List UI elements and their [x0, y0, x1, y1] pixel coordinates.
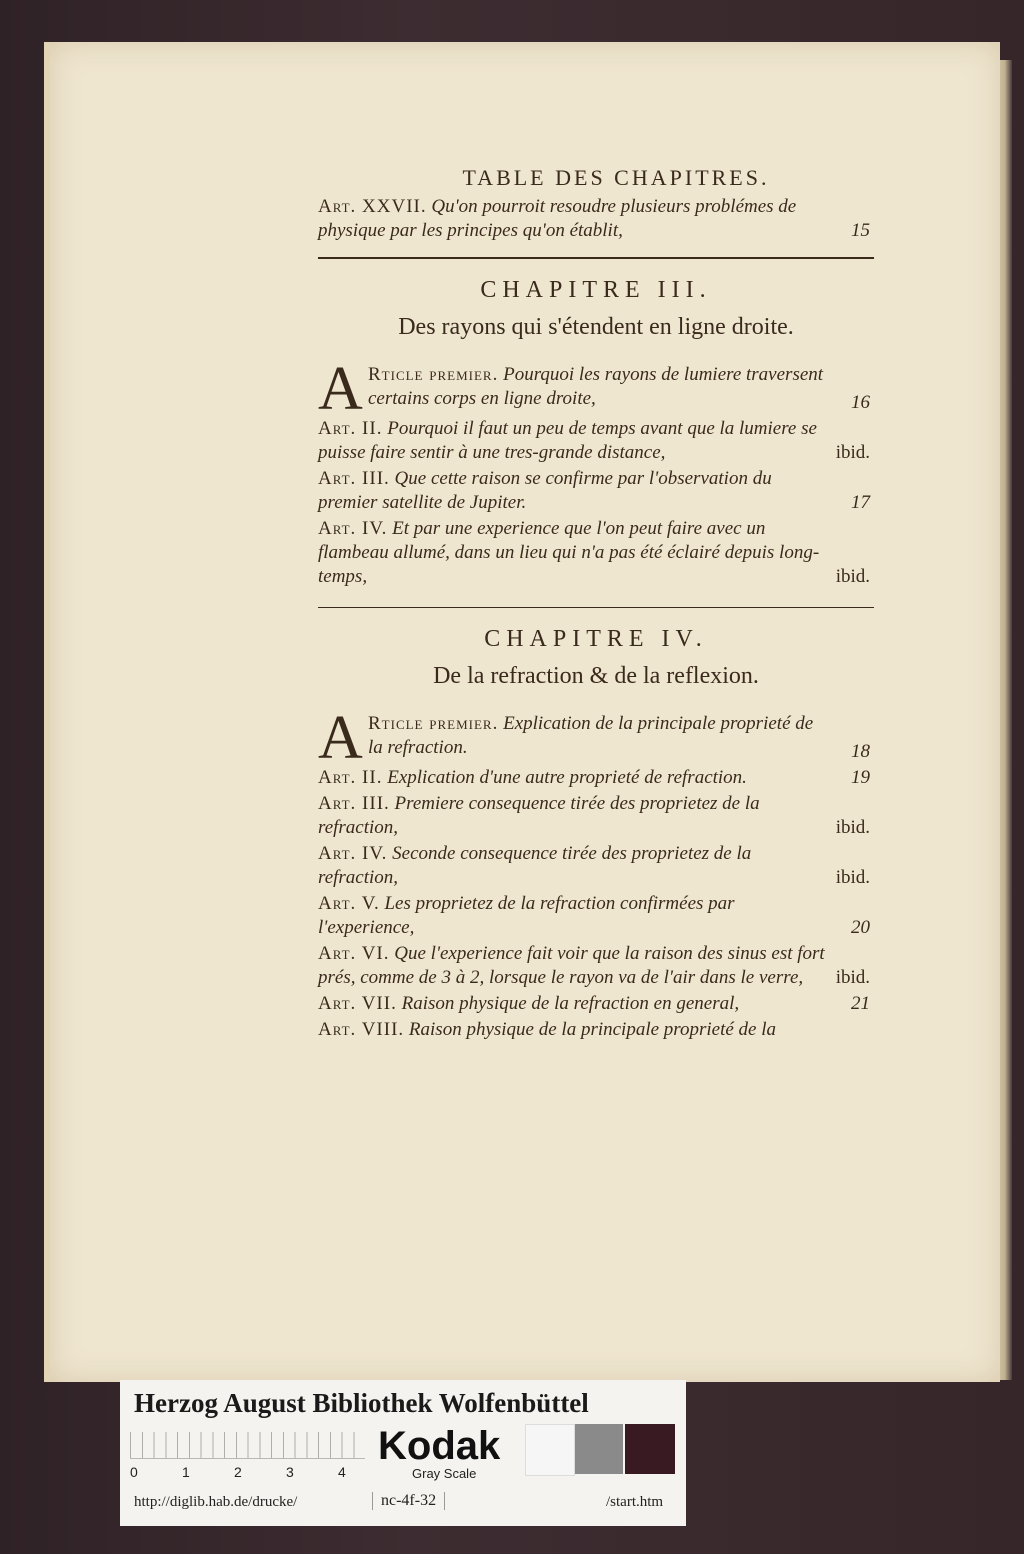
article-number: Art. II. — [318, 418, 383, 439]
running-title: TABLE DES CHAPITRES. — [462, 165, 770, 190]
article-text: Seconde consequence tirée des proprietez de la refraction, — [318, 843, 752, 888]
toc-entry-first — [318, 355, 874, 423]
article-text: Raison physique de la refraction en general, — [401, 993, 740, 1014]
article-number: Art. V. — [318, 893, 380, 914]
chapter-title: CHAPITRE III. — [480, 277, 712, 303]
chapter-subtitle: Des rayons qui s'étendent en ligne droite. — [398, 314, 794, 340]
toc-entry — [318, 195, 874, 243]
drop-cap: A — [318, 704, 363, 772]
page-ref: ibid. — [835, 967, 870, 988]
kodak-logo: Kodak — [378, 1424, 501, 1468]
article-number: Rticle premier. — [368, 364, 499, 385]
article-text: Et par une experience que l'on peut faire avec un flambeau allumé, dans un lieu qui n'a pas été éclairé depuis long-temps, — [318, 518, 820, 587]
article-number: Rticle premier. — [368, 713, 499, 734]
toc-entry — [318, 417, 874, 465]
article-number: Art. VI. — [318, 943, 390, 964]
article-text: Explication d'une autre proprieté de refraction. — [387, 767, 747, 788]
toc-entry — [318, 517, 874, 589]
section-rule — [318, 607, 874, 608]
call-number: nc-4f-32 — [372, 1492, 445, 1510]
article-text: Pourquoi les rayons de lumiere traversent certains corps en ligne droite, — [368, 364, 824, 409]
toc-entry — [318, 842, 874, 890]
page-ref: 16 — [851, 392, 870, 413]
article-number: Art. II. — [318, 767, 383, 788]
article-text: Premiere consequence tirée des proprietez de la refraction, — [318, 793, 760, 838]
page-content — [318, 165, 874, 1044]
toc-entry — [318, 792, 874, 840]
ruler-number: 3 — [286, 1464, 294, 1480]
url-prefix: http://diglib.hab.de/drucke/ — [134, 1494, 298, 1510]
toc-entry — [318, 942, 874, 990]
drop-cap: A — [318, 355, 363, 423]
article-text: Pourquoi il faut un peu de temps avant que la lumiere se puisse faire sentir à une tres-grande distance, — [318, 418, 817, 463]
library-label-card — [120, 1380, 686, 1526]
article-number: Art. III. — [318, 468, 390, 489]
chapter-4 — [318, 626, 874, 1042]
page-ref: ibid. — [835, 566, 870, 587]
swatch-white — [525, 1424, 575, 1476]
toc-entry — [318, 1018, 874, 1042]
ruler-number: 4 — [338, 1464, 346, 1480]
article-number: Art. IV. — [318, 518, 388, 539]
gray-scale-label: Gray Scale — [412, 1466, 477, 1481]
page-ref: 21 — [851, 993, 870, 1014]
chapter-title: CHAPITRE IV. — [484, 626, 708, 652]
toc-entry — [318, 766, 874, 790]
chapter-subtitle: De la refraction & de la reflexion. — [433, 663, 759, 689]
article-text: Raison physique de la principale proprieté de la — [408, 1019, 777, 1040]
page-ref: ibid. — [835, 817, 870, 838]
article-number: Art. VIII. — [318, 1019, 405, 1040]
page-ref: 18 — [851, 741, 870, 762]
page-ref: ibid. — [835, 867, 870, 888]
page-ref: ibid. — [835, 442, 870, 463]
ruler-number: 2 — [234, 1464, 242, 1480]
article-text: Que cette raison se confirme par l'observation du premier satellite de Jupiter. — [318, 468, 772, 513]
scale-ruler — [130, 1432, 365, 1459]
article-number: Art. XXVII. — [318, 196, 427, 217]
article-text: Que l'experience fait voir que la raison des sinus est fort prés, comme de 3 à 2, lorsque le rayon va de l'air dans le verre, — [318, 943, 825, 988]
article-text: Explication de la principale proprieté de la refraction. — [368, 713, 814, 758]
page-ref: 19 — [851, 767, 870, 788]
ruler-number: 0 — [130, 1464, 138, 1480]
article-number: Art. VII. — [318, 993, 397, 1014]
article-text: Qu'on pourroit resoudre plusieurs problémes de physique par les principes qu'on établit, — [318, 196, 797, 241]
page-ref: 20 — [851, 917, 870, 938]
library-name: Herzog August Bibliothek Wolfenbüttel — [134, 1388, 589, 1418]
section-rule — [318, 257, 874, 259]
chapter-3 — [318, 277, 874, 589]
article-number: Art. III. — [318, 793, 390, 814]
swatch-dark — [625, 1424, 675, 1474]
ruler-number: 1 — [182, 1464, 190, 1480]
article-number: Art. IV. — [318, 843, 388, 864]
page-ref: 15 — [851, 220, 870, 241]
toc-entry-first — [318, 704, 874, 772]
toc-entry — [318, 992, 874, 1016]
toc-entry — [318, 467, 874, 515]
article-text: Les proprietez de la refraction confirmées par l'experience, — [318, 893, 735, 938]
swatch-gray — [575, 1424, 623, 1474]
url-suffix: /start.htm — [606, 1494, 664, 1510]
toc-entry — [318, 892, 874, 940]
page-ref: 17 — [851, 492, 870, 513]
